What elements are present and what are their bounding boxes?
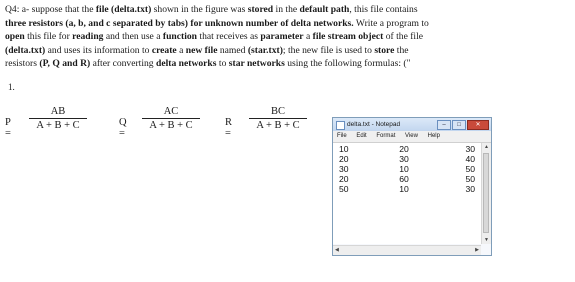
text-run: and uses its information to	[45, 44, 152, 56]
cell: 10	[339, 144, 349, 154]
scroll-thumb[interactable]	[483, 153, 489, 233]
table-row	[337, 174, 475, 184]
formula-p-denominator: A + B + C	[36, 120, 80, 131]
text-run: in the	[273, 4, 300, 15]
scroll-left-icon[interactable]: ◀	[335, 247, 339, 253]
formula-p-numerator: AB	[50, 106, 66, 117]
formula-r-denominator: A + B + C	[256, 120, 300, 131]
scroll-down-icon[interactable]: ▼	[484, 237, 489, 243]
cell: 20	[339, 154, 349, 164]
bold-run: file stream object	[312, 31, 384, 43]
text-run: a	[176, 44, 186, 56]
notepad-title: delta.txt - Notepad	[347, 121, 401, 128]
question-line	[5, 30, 571, 44]
menu-edit[interactable]: Edit	[356, 133, 367, 139]
bold-run: three resistors (a, b, and c separated by tabs) for	[5, 17, 205, 29]
text-run: after converting	[90, 58, 156, 70]
text-run: of the file	[383, 31, 424, 43]
bold-run: function	[162, 31, 197, 43]
text-run: that receives as	[197, 31, 261, 43]
question-line	[5, 3, 571, 17]
text-run: to	[216, 58, 229, 70]
formula-q-lhs: Q =	[119, 117, 127, 139]
formula-p-lhs: P =	[5, 117, 11, 139]
resistor-table	[337, 144, 475, 194]
fraction-bar	[142, 118, 200, 119]
menu-format[interactable]: Format	[376, 133, 396, 139]
fraction-bar	[249, 118, 307, 119]
bold-run: delta networks	[156, 58, 217, 70]
question-line	[5, 57, 571, 71]
text-run: a	[303, 31, 313, 43]
bold-run: (star.txt)	[247, 44, 283, 56]
cell: 50	[339, 184, 349, 194]
scroll-right-icon[interactable]: ▶	[475, 247, 479, 253]
bold-run: (delta.txt)	[5, 44, 46, 56]
text-run: and then use a	[103, 31, 163, 43]
formula-q-fraction	[142, 106, 200, 131]
bold-run: file (delta.txt)	[95, 4, 152, 15]
menu-file[interactable]: File	[337, 133, 347, 139]
bold-run: new file	[185, 44, 218, 56]
question-line	[5, 44, 571, 58]
table-row	[337, 144, 475, 154]
text-run: this file for	[24, 31, 73, 43]
notepad-icon	[336, 121, 345, 130]
cell: 20	[399, 144, 409, 154]
cell: 10	[399, 184, 409, 194]
text-run: , this file contains	[349, 4, 418, 15]
bold-run: create	[151, 44, 177, 56]
trailing-mark: 1.	[8, 82, 15, 92]
cell: 40	[465, 154, 475, 164]
menu-view[interactable]: View	[405, 133, 418, 139]
table-row	[337, 154, 475, 164]
maximize-button[interactable]: □	[452, 120, 466, 130]
cell: 50	[465, 174, 475, 184]
question-line	[5, 17, 571, 31]
window-controls	[437, 120, 489, 130]
cell: 30	[465, 144, 475, 154]
table-row	[337, 164, 475, 174]
text-run: Write a program to	[353, 17, 429, 29]
minimize-button[interactable]: –	[437, 120, 451, 130]
vertical-scrollbar[interactable]	[481, 143, 491, 244]
bold-run: stored	[247, 4, 274, 15]
question-text	[5, 3, 571, 71]
formula-p-fraction	[29, 106, 87, 131]
text-run: Q4: a- suppose that the	[5, 4, 96, 15]
bold-run: reading	[72, 31, 104, 43]
bold-run: store	[374, 44, 395, 56]
formula-q-denominator: A + B + C	[149, 120, 193, 131]
notepad-menubar	[333, 131, 491, 143]
menu-help[interactable]: Help	[427, 133, 440, 139]
bold-run: star networks	[228, 58, 285, 70]
cell: 20	[339, 174, 349, 184]
bold-run: unknown number of delta networks.	[204, 17, 354, 29]
formula-r-fraction	[249, 106, 307, 131]
cell: 30	[339, 164, 349, 174]
cell: 30	[399, 154, 409, 164]
bold-run: (P, Q and R)	[39, 58, 91, 70]
notepad-window	[332, 117, 492, 256]
fraction-bar	[29, 118, 87, 119]
bold-run: open	[5, 31, 25, 43]
bold-run: default path	[299, 4, 350, 15]
formula-r-lhs: R =	[225, 117, 233, 139]
text-run: the	[394, 44, 409, 56]
text-run: resistors	[5, 58, 40, 70]
cell: 10	[399, 164, 409, 174]
bold-run: parameter	[260, 31, 304, 43]
formula-q-numerator: AC	[163, 106, 179, 117]
table-row	[337, 184, 475, 194]
scroll-up-icon[interactable]: ▲	[484, 144, 489, 150]
cell: 50	[465, 164, 475, 174]
cell: 60	[399, 174, 409, 184]
notepad-text-area[interactable]	[333, 143, 481, 244]
text-run: named	[217, 44, 248, 56]
cell: 30	[465, 184, 475, 194]
horizontal-scrollbar[interactable]	[333, 245, 481, 255]
text-run: ; the new file is used to	[282, 44, 375, 56]
close-button[interactable]: ✕	[467, 120, 489, 130]
text-run: using the following formulas: ("	[284, 58, 411, 70]
formula-r-numerator: BC	[270, 106, 285, 117]
notepad-titlebar[interactable]	[333, 118, 491, 131]
text-run: shown in the figure was	[151, 4, 248, 15]
